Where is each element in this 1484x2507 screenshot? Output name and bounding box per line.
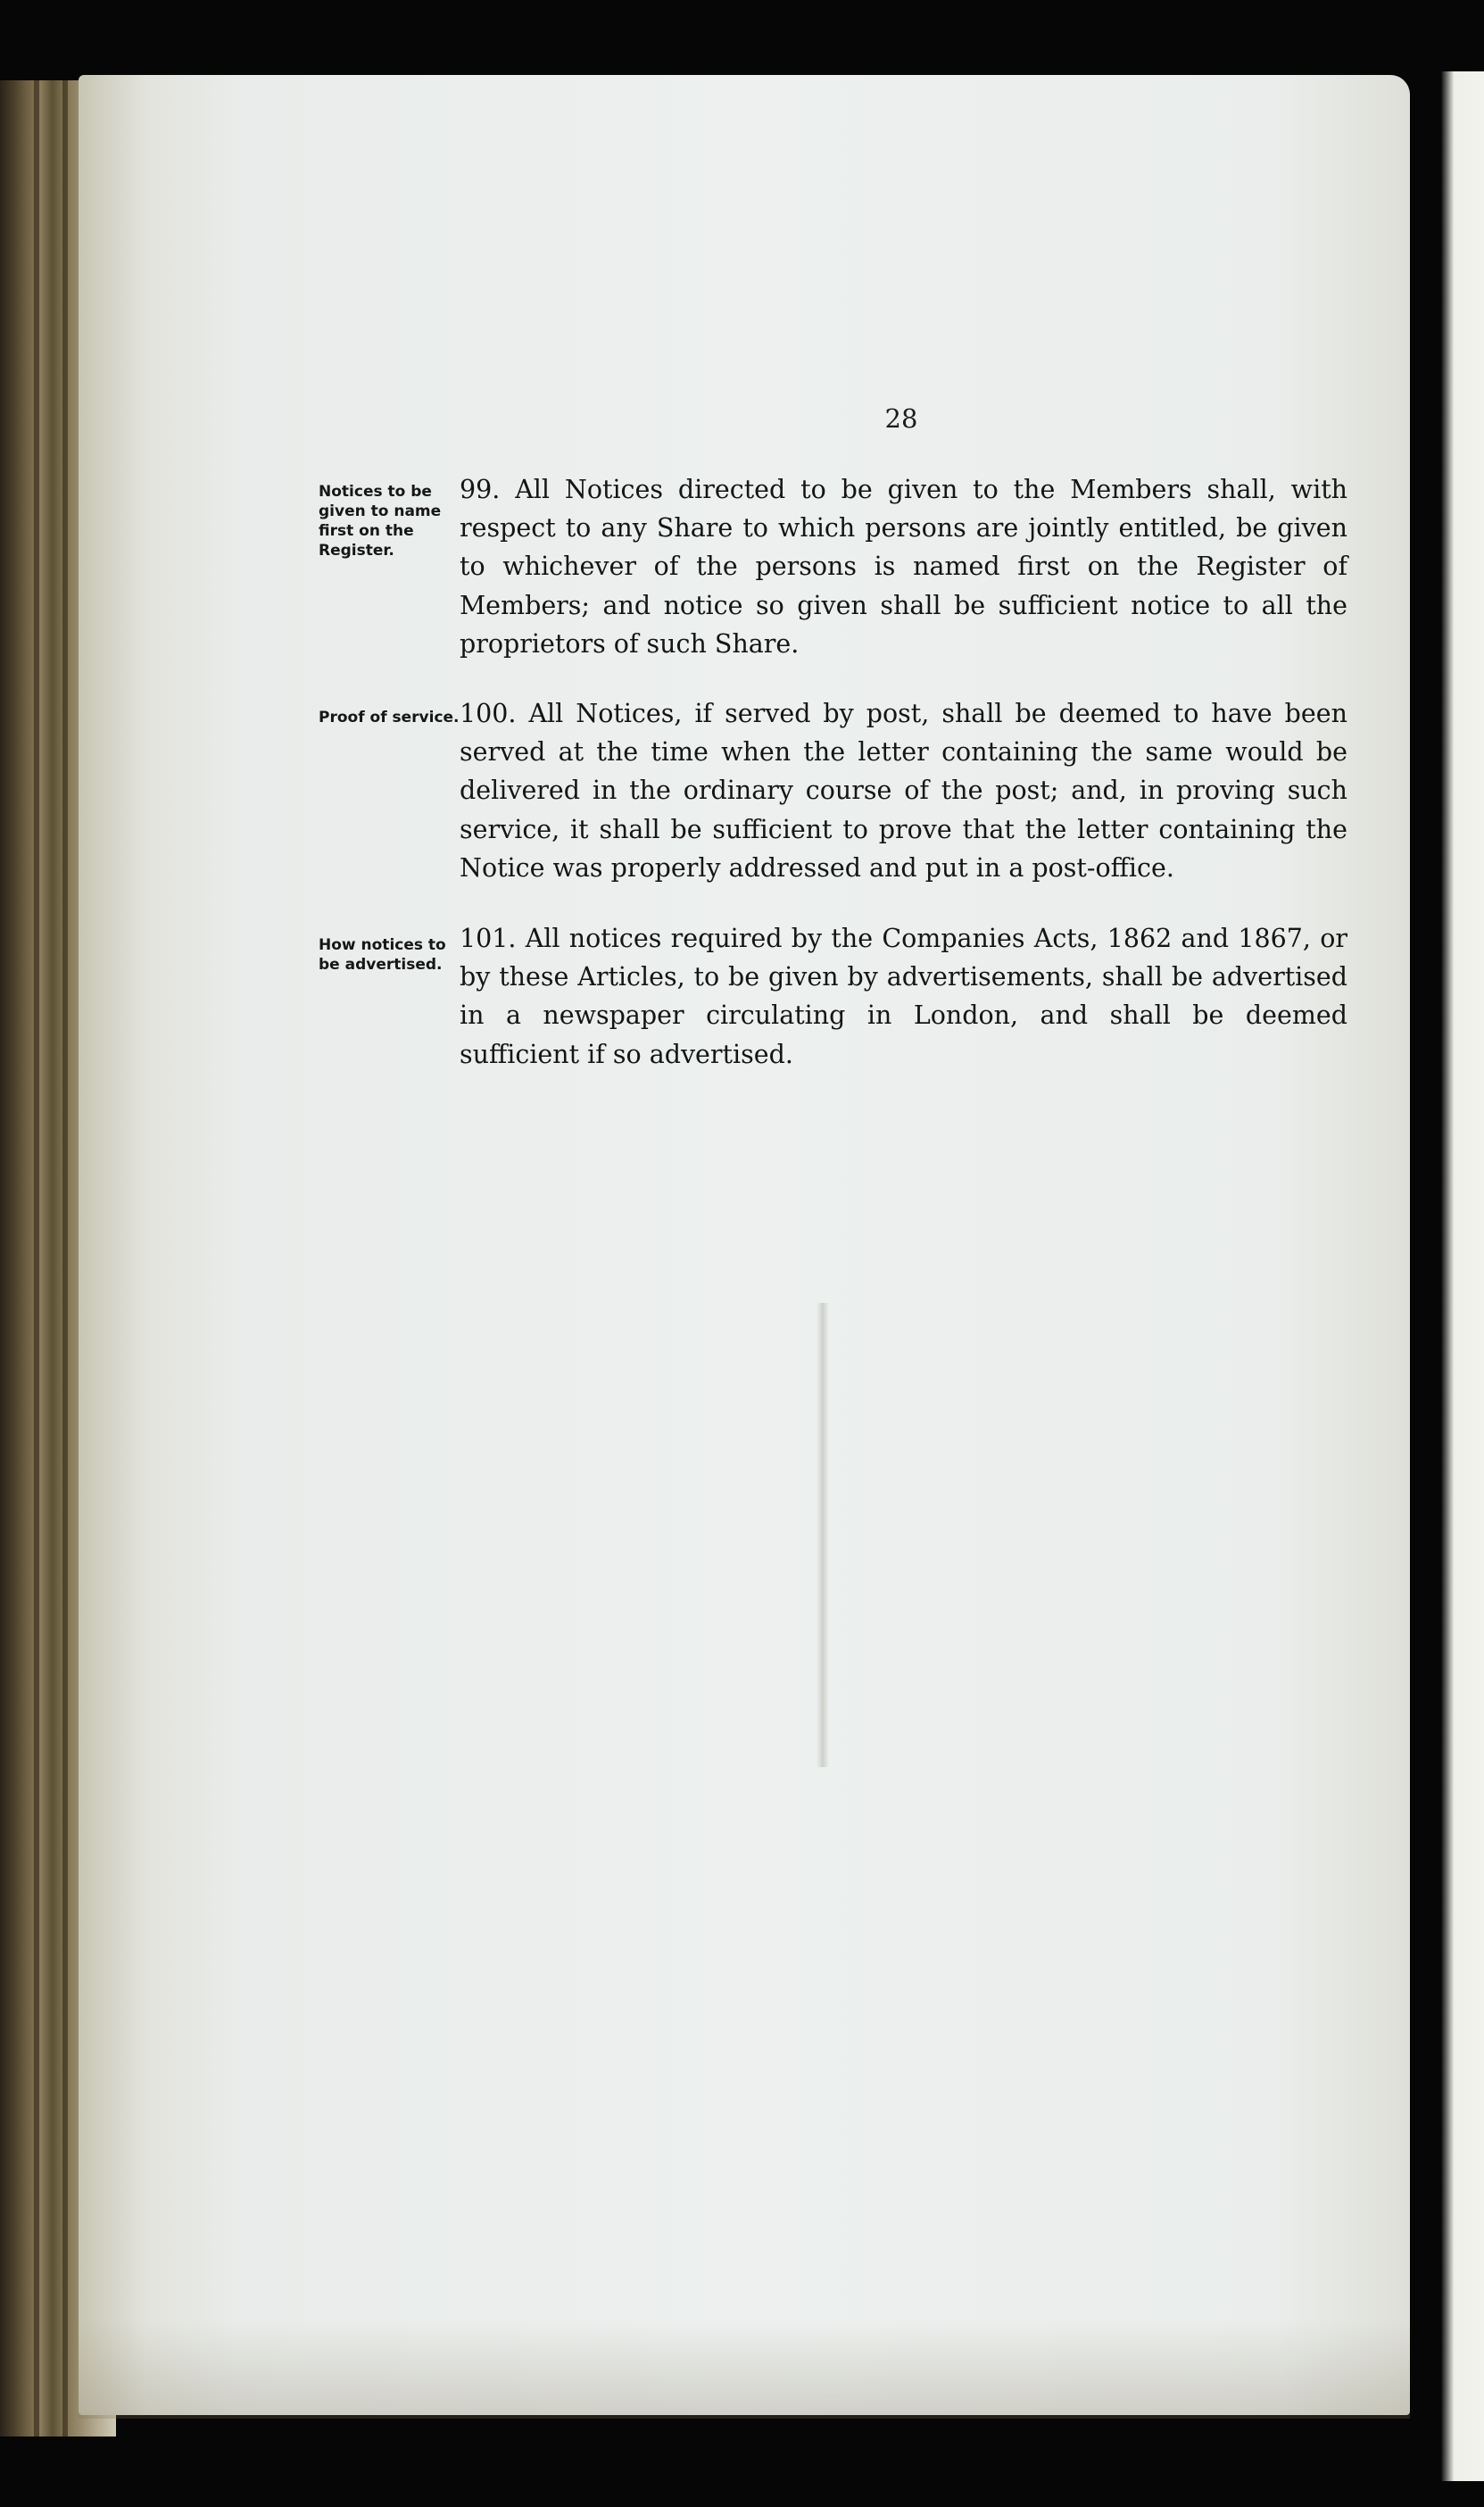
page-number: 28 (884, 403, 918, 434)
sidenote-notices-first-name: Notices to be given to name first on the Register. (319, 483, 442, 560)
sidenote-proof-of-service: Proof of service. (319, 709, 460, 726)
page-fold (817, 1303, 829, 1767)
binding-edge (62, 80, 68, 2436)
article-101: 101. All notices required by the Companies Acts, 1862 and 1867, or by these Articles, to be given by advertisements, shall be advertised in a newspaper circulating in London, and shall be deemed sufficient if so advertised. (460, 924, 1347, 1069)
article-100: 100. All Notices, if served by post, shall be deemed to have been served at the time when the letter containing the same would be delivered in the ordinary course of the post; and, in proving such service, it shall be sufficient to prove that the letter containing the Notice was properly addressed and put in a post-office. (460, 699, 1347, 883)
page-shadow (79, 2320, 1410, 2419)
adjacent-page-edge (1441, 71, 1484, 2481)
sidenote-how-advertised: How notices to be advertised. (319, 936, 446, 974)
article-99: 99. All Notices directed to be given to the Members shall, with respect to any Share to which persons are jointly entitled, be given to whichever of the persons is named first on the Register of Members; and notice so given shall be sufficient notice to all the proprietors of such Share. (460, 475, 1347, 659)
document-page (79, 75, 1410, 2415)
binding-edge (34, 80, 39, 2436)
